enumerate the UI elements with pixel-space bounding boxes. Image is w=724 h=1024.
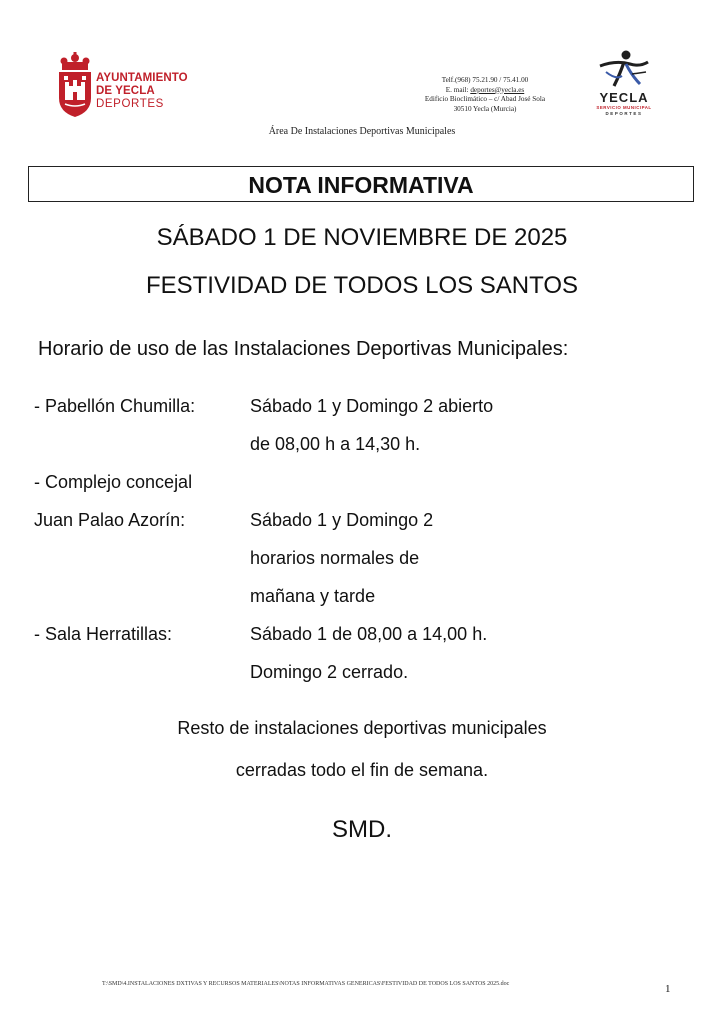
ayuntamiento-logo xyxy=(56,52,196,122)
page-number: 1 xyxy=(665,983,671,995)
contact-email-line xyxy=(400,86,570,96)
logo-subtitle-service: SERVICIO MUNICIPAL xyxy=(596,105,652,110)
servicio-deportes-logo xyxy=(592,50,656,120)
schedule-hours: de 08,00 h a 14,30 h. xyxy=(250,434,421,454)
contact-city: 30510 Yecla (Murcia) xyxy=(453,104,517,113)
contact-building: Edificio Bioclimático – c/ Abad José Sola xyxy=(424,95,546,104)
signature: SMD. xyxy=(332,816,392,843)
schedule-hours: mañana y tarde xyxy=(250,586,376,606)
yecla-crest-icon xyxy=(56,52,94,118)
rest-notice-line2: cerradas todo el fin de semana. xyxy=(235,760,489,780)
logo-subtitle-sports: DEPORTES xyxy=(605,111,643,116)
notice-title: NOTA INFORMATIVA xyxy=(28,166,694,202)
schedule-facility-label: Juan Palao Azorín: xyxy=(34,510,186,530)
department-area: Área De Instalaciones Deportivas Municipales xyxy=(268,126,456,137)
org-name-line1: AYUNTAMIENTO xyxy=(96,72,188,84)
schedule-hours: Sábado 1 de 08,00 a 14,00 h. xyxy=(250,624,488,644)
contact-phone: Telf.(968) 75.21.90 / 75.41.00 xyxy=(441,76,529,84)
notice-festivity: FESTIVIDAD DE TODOS LOS SANTOS xyxy=(145,272,579,299)
notice-date: SÁBADO 1 DE NOVIEMBRE DE 2025 xyxy=(156,224,568,251)
logo-word: YECLA xyxy=(599,90,649,105)
contact-email-link[interactable]: deportes@yecla.es xyxy=(470,85,525,94)
athlete-logo-icon xyxy=(596,50,652,90)
footer-file-path: T:\SMD\4.INSTALACIONES DXTIVAS Y RECURSOS MATERIALES\NOTAS INFORMATIVAS GENERICAS\FESTIVIDAD DE TODOS LOS SANTOS 2025.doc xyxy=(102,981,510,987)
contact-info xyxy=(400,76,570,114)
rest-notice-line1: Resto de instalaciones deportivas municipales xyxy=(177,718,547,738)
contact-email-prefix: E. mail: xyxy=(445,85,471,94)
schedule-hours: Domingo 2 cerrado. xyxy=(250,662,409,682)
schedule-hours: Sábado 1 y Domingo 2 xyxy=(250,510,434,530)
schedule-facility-label: - Complejo concejal xyxy=(34,472,193,492)
schedule-heading: Horario de uso de las Instalaciones Deportivas Municipales: xyxy=(38,338,569,360)
schedule-facility-label: - Sala Herratillas: xyxy=(34,624,173,644)
schedule-hours: Sábado 1 y Domingo 2 abierto xyxy=(250,396,494,416)
schedule-hours: horarios normales de xyxy=(250,548,420,568)
schedule-facility-label: - Pabellón Chumilla: xyxy=(34,396,196,416)
org-department: DEPORTES xyxy=(96,98,164,110)
org-name-line2: DE YECLA xyxy=(96,85,155,97)
